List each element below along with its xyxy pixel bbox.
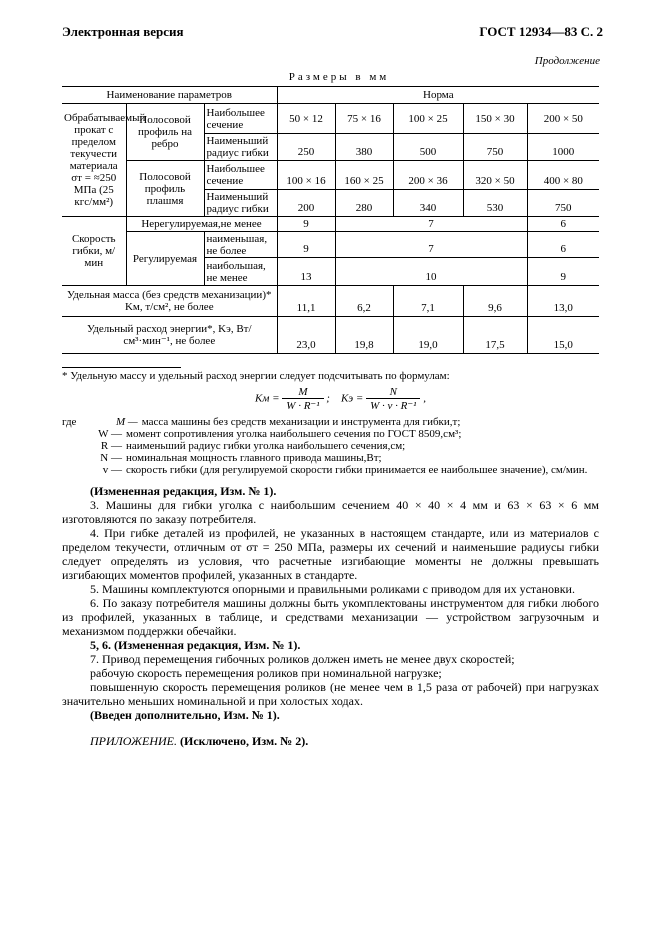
unregulated-label: Нерегулируемая,не менее bbox=[126, 217, 277, 232]
min-speed-value-1: 9 bbox=[277, 232, 335, 258]
min-speed-label: наименьшая, не более bbox=[204, 232, 277, 258]
clause-7-increased-speed: повышенную скорость перемещения роликов (не менее чем в 1,5 раза от рабочей) при нагрузках значительно меньших номинальной и при холостых ходах. bbox=[62, 680, 599, 708]
km-lhs: Kм = bbox=[255, 392, 280, 405]
energy-value-4: 17,5 bbox=[463, 317, 527, 354]
energy-value-2: 19,8 bbox=[335, 317, 393, 354]
energy-value-3: 19,0 bbox=[393, 317, 463, 354]
header-right: ГОСТ 12934—83 С. 2 bbox=[479, 24, 603, 39]
flat-section-5: 400 × 80 bbox=[527, 161, 599, 190]
mass-value-4: 9,6 bbox=[463, 286, 527, 317]
edge-section-5: 200 × 50 bbox=[527, 104, 599, 134]
flat-section-4: 320 × 50 bbox=[463, 161, 527, 190]
clause-3: 3. Машины для гибки уголка с наибольшим сечением 40 × 40 × 4 мм и 63 × 63 × 6 мм изготовляются по заказу потребителя. bbox=[62, 498, 599, 526]
definition-text: момент сопротивления уголка наибольшего сечения по ГОСТ 8509,см³; bbox=[126, 428, 462, 440]
edge-radius-5: 1000 bbox=[527, 134, 599, 161]
definition-sym: N — bbox=[100, 452, 122, 464]
footnote-divider bbox=[62, 367, 181, 368]
definition-sym: v — bbox=[102, 464, 122, 476]
edge-radius-3: 500 bbox=[393, 134, 463, 161]
unregulated-value-2: 7 bbox=[335, 217, 527, 232]
definition-sym: R — bbox=[100, 440, 122, 452]
max-speed-value-3: 9 bbox=[527, 258, 599, 286]
continuation-label: Продолжение bbox=[534, 55, 600, 67]
max-speed-label: наибольшая, не менее bbox=[204, 258, 277, 286]
mass-value-2: 6,2 bbox=[335, 286, 393, 317]
mass-label: Удельная масса (без средств механизации)* Kм, т/см², не более bbox=[62, 286, 277, 317]
where-label: где bbox=[62, 416, 77, 428]
mass-value-5: 13,0 bbox=[527, 286, 599, 317]
flat-section-1: 100 × 16 bbox=[277, 161, 335, 190]
definition-sym: M — bbox=[116, 416, 138, 428]
clause-7-working-speed: рабочую скорость перемещения роликов при номинальной нагрузке; bbox=[90, 666, 442, 680]
appendix-title: ПРИЛОЖЕНИЕ. bbox=[90, 734, 177, 748]
body-text bbox=[62, 484, 599, 748]
edge-section-2: 75 × 16 bbox=[335, 104, 393, 134]
min-speed-value-3: 6 bbox=[527, 232, 599, 258]
definition-text: наименьший радиус гибки уголка наибольшего сечения,см; bbox=[126, 440, 406, 452]
energy-label: Удельный расход энергии*, Kэ, Вт/см³·мин⁻¹, не более bbox=[62, 317, 277, 354]
formula-end: , bbox=[423, 392, 426, 405]
flat-min-radius-label: Наименьший радиус гибки bbox=[204, 190, 277, 217]
speed-label: Скорость гибки, м/мин bbox=[62, 217, 126, 286]
ke-numerator: N bbox=[389, 386, 397, 398]
definition-text: номинальная мощность главного привода машины,Вт; bbox=[126, 452, 382, 464]
energy-value-1: 23,0 bbox=[277, 317, 335, 354]
edge-max-section-label: Наибольшее сечение bbox=[204, 104, 277, 134]
ke-denominator: W · v · R⁻¹ bbox=[366, 398, 420, 412]
regulated-label: Регулируемая bbox=[126, 232, 204, 286]
appendix-status: (Исключено, Изм. № 2). bbox=[179, 734, 309, 748]
flat-radius-1: 200 bbox=[277, 190, 335, 217]
km-denominator: W · R⁻¹ bbox=[282, 398, 323, 412]
clause-5: 5. Машины комплектуются опорными и правильными роликами с приводом для их установки. bbox=[90, 582, 575, 596]
max-speed-value-1: 13 bbox=[277, 258, 335, 286]
footnote-text: * Удельную массу и удельный расход энергии следует подсчитывать по формулам: bbox=[62, 370, 450, 382]
definition-sym: W — bbox=[98, 428, 122, 440]
ke-fraction bbox=[366, 386, 420, 412]
km-fraction bbox=[282, 386, 323, 412]
edge-radius-4: 750 bbox=[463, 134, 527, 161]
col-header-norm: Норма bbox=[277, 87, 599, 104]
flat-max-section-label: Наибольшее сечение bbox=[204, 161, 277, 190]
appendix-note bbox=[62, 734, 599, 748]
flat-radius-2: 280 bbox=[335, 190, 393, 217]
flat-section-2: 160 × 25 bbox=[335, 161, 393, 190]
definitions bbox=[62, 416, 602, 476]
min-speed-value-2: 7 bbox=[335, 232, 527, 258]
edge-section-4: 150 × 30 bbox=[463, 104, 527, 134]
edge-section-3: 100 × 25 bbox=[393, 104, 463, 134]
edge-min-radius-label: Наименьший радиус гибки bbox=[204, 134, 277, 161]
amendment-note-2: 5, 6. (Измененная редакция, Изм. № 1). bbox=[90, 638, 301, 652]
parameters-table bbox=[62, 86, 599, 354]
flat-radius-5: 750 bbox=[527, 190, 599, 217]
clause-6: 6. По заказу потребителя машины должны быть укомплектованы инструментом для гибки любого из профилей, указанных в таблице, и средствами механизации — устройством загрузочным и механизмом поддержки обечайки. bbox=[62, 596, 599, 638]
definition-row bbox=[62, 452, 602, 464]
max-speed-value-2: 10 bbox=[335, 258, 527, 286]
flat-profile-label: Полосовой профиль плашмя bbox=[126, 161, 204, 217]
definition-text: скорость гибки (для регулируемой скорости гибки принимается ее наибольшее значение), см/мин. bbox=[126, 464, 588, 476]
definition-row bbox=[62, 416, 602, 428]
clause-4: 4. При гибке деталей из профилей, не указанных в настоящем стандарте, или из материалов с пределом текучести, отличным от σт = 250 МПа, размеры их сечений и наименьшие радиусы гибки следует определять из условия, что расчетные изгибающие моменты не должны превышать изгибающих моментов профилей, указанных в стандарте. bbox=[62, 526, 599, 582]
definition-text: масса машины без средств механизации и инструмента для гибки,т; bbox=[141, 416, 461, 428]
definition-row bbox=[62, 428, 602, 440]
amendment-note-1: (Измененная редакция, Изм. № 1). bbox=[90, 484, 277, 498]
formula-separator: ; bbox=[326, 392, 330, 405]
col-header-parameters: Наименование параметров bbox=[62, 87, 277, 104]
material-label: Обрабатываемый прокат с пределом текучести материала σт = ≈250 МПа (25 кгс/мм²) bbox=[62, 104, 126, 217]
formula bbox=[255, 386, 426, 412]
ke-lhs: Kэ = bbox=[340, 392, 364, 405]
flat-radius-4: 530 bbox=[463, 190, 527, 217]
unregulated-value-3: 6 bbox=[527, 217, 599, 232]
amendment-note-3: (Введен дополнительно, Изм. № 1). bbox=[90, 708, 280, 722]
definition-row bbox=[62, 464, 602, 476]
edge-section-1: 50 × 12 bbox=[277, 104, 335, 134]
edge-radius-2: 380 bbox=[335, 134, 393, 161]
header-left: Электронная версия bbox=[62, 24, 184, 39]
km-numerator: M bbox=[298, 386, 308, 398]
edge-radius-1: 250 bbox=[277, 134, 335, 161]
mass-value-1: 11,1 bbox=[277, 286, 335, 317]
energy-value-5: 15,0 bbox=[527, 317, 599, 354]
edge-profile-label: Полосовой профиль на ребро bbox=[126, 104, 204, 161]
clause-7: 7. Привод перемещения гибочных роликов должен иметь не менее двух скоростей; bbox=[90, 652, 515, 666]
mass-value-3: 7,1 bbox=[393, 286, 463, 317]
flat-section-3: 200 × 36 bbox=[393, 161, 463, 190]
sizes-caption: Размеры в мм bbox=[288, 71, 390, 83]
definition-row bbox=[62, 440, 602, 452]
flat-radius-3: 340 bbox=[393, 190, 463, 217]
unregulated-value-1: 9 bbox=[277, 217, 335, 232]
